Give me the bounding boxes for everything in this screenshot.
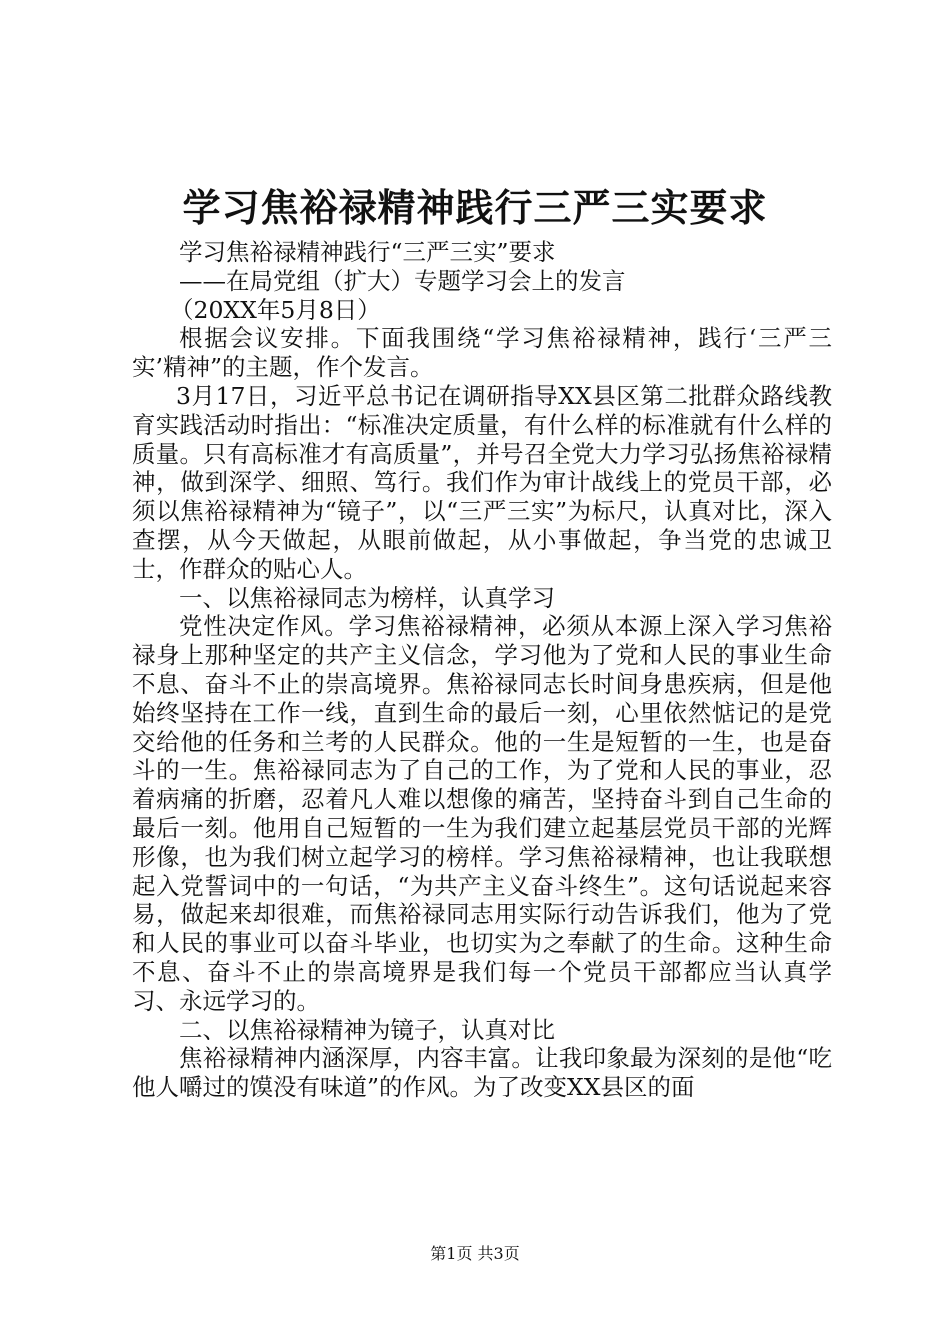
paragraph: 3月17日，习近平总书记在调研指导XX县区第二批群众路线教育实践活动时指出：“标准决定质量，有什么样的标准就有什么样的质量。只有高标准才有高质量”，并号召全党大力学习弘扬焦裕禄精神，做到深学、细照、笃行。我们作为审计战线上的党员干部，必须以焦裕禄精神为“镜子”，以“三严三实”为标尺，认真对比，深入查摆，从今天做起，从眼前做起，从小事做起，争当党的忠诚卫士，作群众的贴心人。	[132, 381, 832, 583]
section-heading: 二、以焦裕禄精神为镜子，认真对比	[179, 1015, 555, 1044]
section-heading: 一、以焦裕禄同志为榜样，认真学习	[179, 583, 555, 612]
paragraph: 根据会议安排。下面我围绕“学习焦裕禄精神，践行‘三严三实’精神”的主题，作个发言。	[132, 324, 832, 382]
document-body	[132, 238, 832, 1102]
byline: ——在局党组（扩大）专题学习会上的发言	[179, 266, 626, 295]
subtitle: 学习焦裕禄精神践行“三严三实”要求	[179, 238, 556, 266]
document-title: 学习焦裕禄精神践行三严三实要求	[182, 185, 768, 230]
page-footer: 第1页 共3页	[430, 1244, 520, 1263]
paragraph: 焦裕禄精神内涵深厚，内容丰富。让我印象最为深刻的是他“吃他人嚼过的馍没有味道”的作风。为了改变XX县区的面	[132, 1044, 832, 1102]
date-line: （20XX年5月8日）	[170, 295, 381, 324]
paragraph: 党性决定作风。学习焦裕禄精神，必须从本源上深入学习焦裕禄身上那种坚定的共产主义信念，学习他为了党和人民的事业生命不息、奋斗不止的崇高境界。焦裕禄同志长时间身患疾病，但是他始终坚持在工作一线，直到生命的最后一刻，心里依然惦记的是党交给他的任务和兰考的人民群众。他的一生是短暂的一生，也是奋斗的一生。焦裕禄同志为了自己的工作，为了党和人民的事业，忍着病痛的折磨，忍着凡人难以想像的痛苦，坚持奋斗到自己生命的最后一刻。他用自己短暂的一生为我们建立起基层党员干部的光辉形像，也为我们树立起学习的榜样。学习焦裕禄精神，也让我联想起入党誓词中的一句话，“为共产主义奋斗终生”。这句话说起来容易，做起来却很难，而焦裕禄同志用实际行动告诉我们，他为了党和人民的事业可以奋斗毕业，也切实为之奉献了的生命。这种生命不息、奋斗不止的崇高境界是我们每一个党员干部都应当认真学习、永远学习的。	[132, 612, 832, 1015]
